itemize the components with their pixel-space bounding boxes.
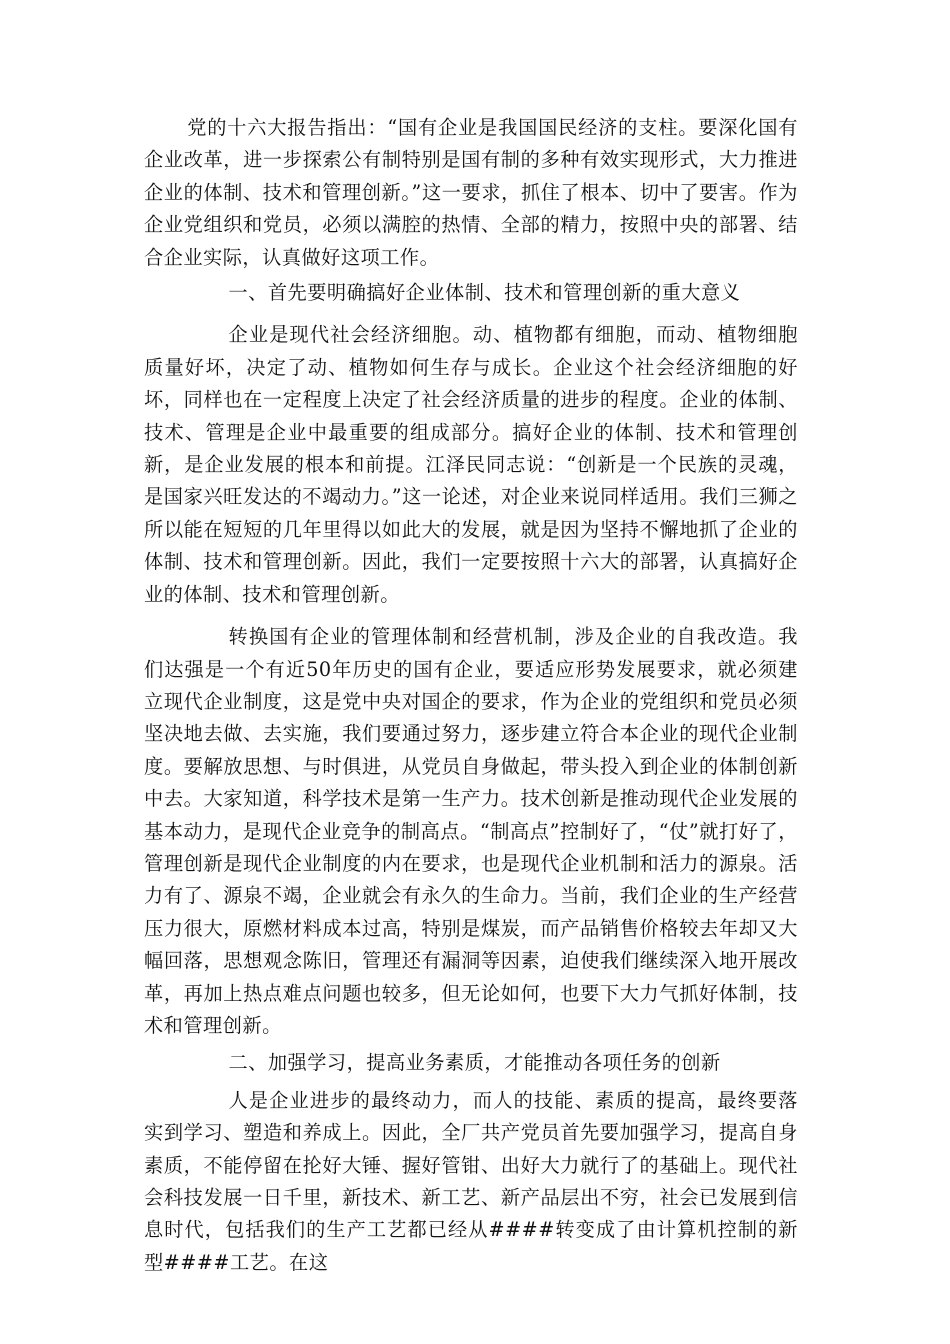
intro-paragraph: 党的十六大报告指出：“国有企业是我国国民经济的支柱。要深化国有企业改革，进一步探索公有制特别是国有制的多种有效实现形式，大力推进企业的体制、技术和管理创新。”这一要求，抓住了根本、切中了要害。作为企业党组织和党员，必须以满腔的热情、全部的精力，按照中央的部署、结合企业实际，认真做好这项工作。	[144, 116, 798, 269]
document-page	[144, 112, 798, 1279]
section-heading-2: 二、加强学习，提高业务素质，才能推动各项任务的创新	[228, 1051, 721, 1075]
body-paragraph: 人是企业进步的最终动力，而人的技能、素质的提高，最终要落实到学习、塑造和养成上。因此，全厂共产党员首先要加强学习，提高自身素质，不能停留在抡好大锤、握好管钳、出好大力就行了的基础上。现代社会科技发展一日千里，新技术、新工艺、新产品层出不穷，社会已发展到信息时代，包括我们的生产工艺都已经从####转变成了由计算机控制的新型####工艺。在这	[144, 1088, 798, 1274]
section-heading-1: 一、首先要明确搞好企业体制、技术和管理创新的重大意义	[228, 281, 741, 305]
body-paragraph: 企业是现代社会经济细胞。动、植物都有细胞，而动、植物细胞质量好坏，决定了动、植物如何生存与成长。企业这个社会经济细胞的好坏，同样也在一定程度上决定了社会经济质量的进步的程度。企业的体制、技术、管理是企业中最重要的组成部分。搞好企业的体制、技术和管理创新，是企业发展的根本和前提。江泽民同志说：“创新是一个民族的灵魂，是国家兴旺发达的不竭动力。”这一论述，对企业来说同样适用。我们三狮之所以能在短短的几年里得以如此大的发展，就是因为坚持不懈地抓了企业的体制、技术和管理创新。因此，我们一定要按照十六大的部署，认真搞好企业的体制、技术和管理创新。	[144, 323, 798, 606]
body-paragraph: 转换国有企业的管理体制和经营机制，涉及企业的自我改造。我们达强是一个有近50年历史的国有企业，要适应形势发展要求，就必须建立现代企业制度，这是党中央对国企的要求，作为企业的党组织和党员必须坚决地去做、去实施，我们要通过努力，逐步建立符合本企业的现代企业制度。要解放思想、与时俱进，从党员自身做起，带头投入到企业的体制创新中去。大家知道，科学技术是第一生产力。技术创新是推动现代企业发展的基本动力，是现代企业竞争的制高点。“制高点”控制好了，“仗”就打好了，管理创新是现代企业制度的内在要求，也是现代企业机制和活力的源泉。活力有了、源泉不竭，企业就会有永久的生命力。当前，我们企业的生产经营压力很大，原燃材料成本过高，特别是煤炭，而产品销售价格较去年却又大幅回落，思想观念陈旧，管理还有漏洞等因素，迫使我们继续深入地开展改革，再加上热点难点问题也较多，但无论如何，也要下大力气抓好体制，技术和管理创新。	[144, 625, 798, 1037]
